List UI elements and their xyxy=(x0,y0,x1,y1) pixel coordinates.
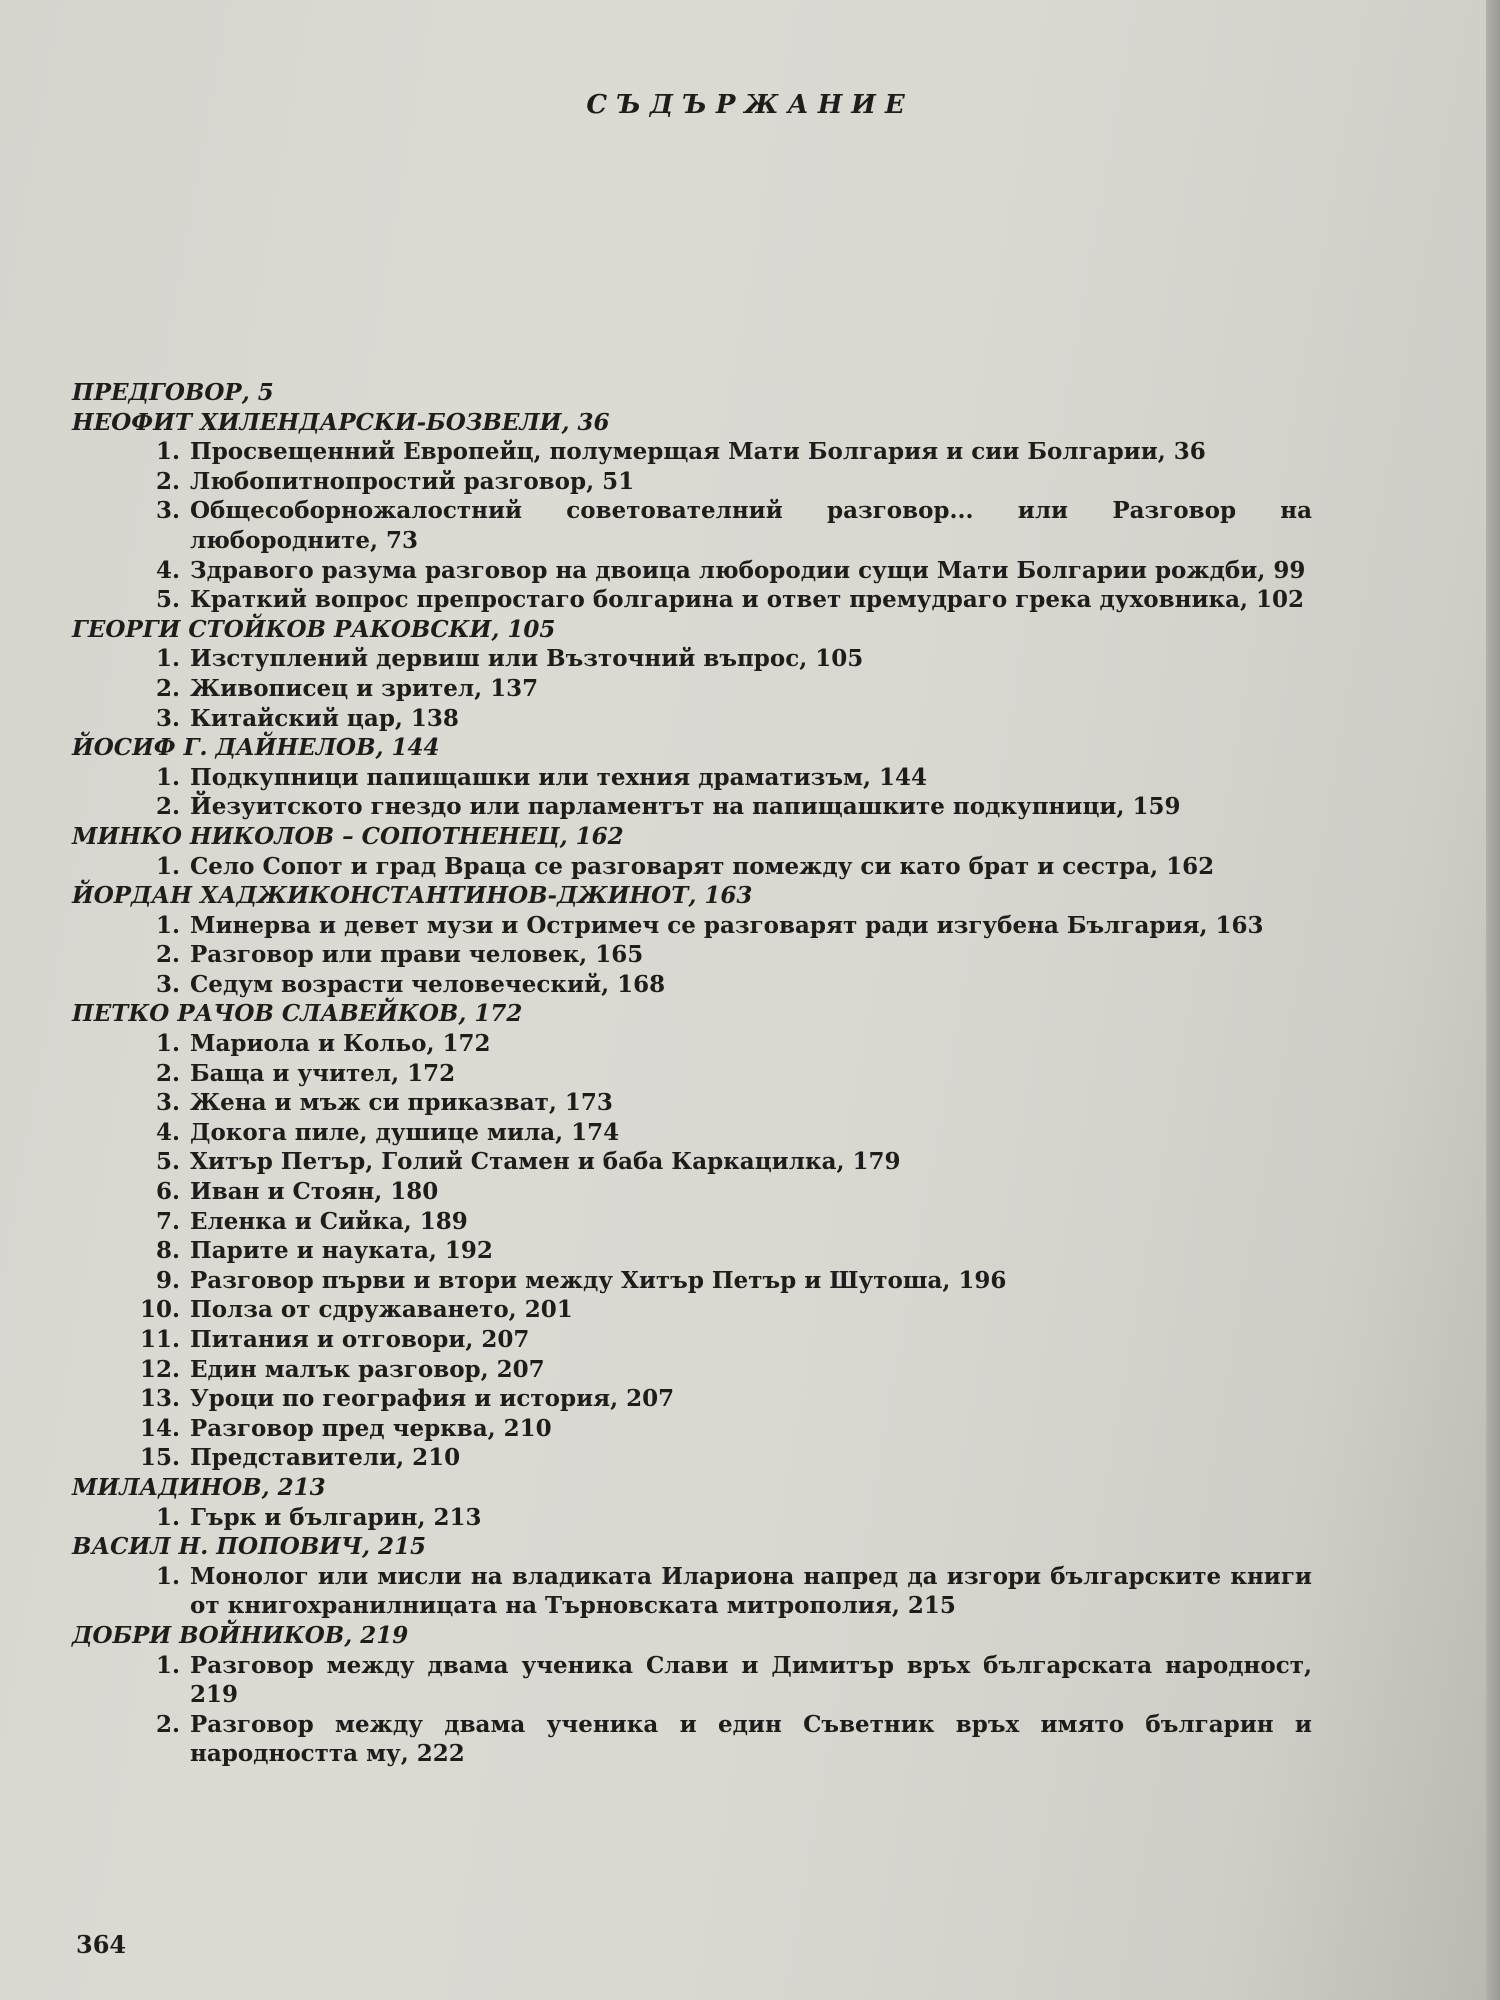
toc-entry-title: Жена и мъж си приказват, 173 xyxy=(190,1089,613,1117)
toc-entry-number: 1. xyxy=(155,1562,180,1590)
toc-entry-title: Гърк и българин, 213 xyxy=(190,1503,482,1531)
toc-entry-title: Разговор първи и втори между Хитър Петър и Шутоша, 196 xyxy=(190,1266,1007,1294)
toc-entry-number: 1. xyxy=(155,763,180,791)
toc-entry-number: 2. xyxy=(155,1059,180,1087)
toc-entry-number: 7. xyxy=(155,1207,180,1235)
toc-author-heading: ГЕОРГИ СТОЙКОВ РАКОВСКИ, 105 xyxy=(72,615,556,643)
toc-entry-number: 2. xyxy=(155,1710,180,1738)
toc-entry-title: Краткий вопрос препростаго болгарина и ответ премудраго грека духовника, 102 xyxy=(190,586,1305,614)
toc-entry-title: Подкупници папищашки или техния драматизъм, 144 xyxy=(190,763,927,791)
toc-entry xyxy=(134,437,1312,467)
toc-entry xyxy=(134,763,1312,793)
toc-entry-title: Разговор между двама ученика и един Съветник връх имято българин и народността му, 222 xyxy=(190,1710,1312,1768)
toc-entry-number: 2. xyxy=(155,793,180,821)
toc-author-heading: МИНКО НИКОЛОВ – СОПОТНЕНЕЦ, 162 xyxy=(72,822,624,850)
toc-entry-title: Йезуитското гнездо или парламентът на папищашките подкупници, 159 xyxy=(190,793,1181,821)
toc-entry xyxy=(134,1029,1312,1059)
toc-entry-title: Общесоборножалостний советователний разговор... или Разговор на любородните, 73 xyxy=(190,497,1312,554)
toc-entry-number: 1. xyxy=(155,438,180,466)
toc-entry xyxy=(134,496,1312,555)
toc-entry-title: Просвещенний Европейц, полумерщая Мати Болгария и сии Болгарии, 36 xyxy=(190,438,1206,466)
toc-entry xyxy=(134,704,1312,734)
toc-entry-number: 1. xyxy=(155,1030,180,1058)
toc-entry-title: Седум возрасти человеческий, 168 xyxy=(190,970,666,998)
toc-entry-number: 13. xyxy=(139,1385,180,1413)
toc-entry xyxy=(134,940,1312,970)
toc-entry-title: Докога пиле, душице мила, 174 xyxy=(190,1118,620,1146)
toc-entry-title: Разговор пред черква, 210 xyxy=(190,1414,552,1442)
toc-entry xyxy=(134,1355,1312,1385)
toc-entry-title: Китайский цар, 138 xyxy=(190,704,459,732)
toc-entry-number: 2. xyxy=(155,941,180,969)
toc-entry-number: 10. xyxy=(139,1296,180,1324)
toc-entry-title: Любопитнопростий разговор, 51 xyxy=(190,467,635,495)
toc-entry xyxy=(134,1236,1312,1266)
toc-entry-title: Полза от сдружаването, 201 xyxy=(190,1296,573,1324)
toc-entry-number: 14. xyxy=(139,1414,180,1442)
toc-entry xyxy=(134,792,1312,822)
toc-entry-title: Здравого разума разговор на двоица любородии сущи Мати Болгарии рождби, 99 xyxy=(190,556,1306,584)
toc-entry-number: 4. xyxy=(155,556,180,584)
toc-entry xyxy=(134,852,1312,882)
toc-entry xyxy=(134,1414,1312,1444)
toc-entry xyxy=(134,1177,1312,1207)
toc-author-heading: ВАСИЛ Н. ПОПОВИЧ, 215 xyxy=(72,1533,427,1561)
toc-entry xyxy=(134,1651,1312,1710)
toc-entry xyxy=(134,911,1312,941)
toc-entry-number: 1. xyxy=(155,852,180,880)
toc-entry xyxy=(134,1710,1312,1769)
table-of-contents xyxy=(72,378,1312,1769)
toc-author-heading: НЕОФИТ ХИЛЕНДАРСКИ-БОЗВЕЛИ, 36 xyxy=(72,408,610,436)
toc-entry xyxy=(134,1147,1312,1177)
toc-entry xyxy=(134,1443,1312,1473)
toc-entry-title: Питания и отговори, 207 xyxy=(190,1326,530,1353)
toc-author-heading: ЙОРДАН ХАДЖИКОНСТАНТИНОВ-ДЖИНОТ, 163 xyxy=(72,882,753,910)
toc-author-heading: ПЕТКО РАЧОВ СЛАВЕЙКОВ, 172 xyxy=(72,1000,523,1028)
toc-entry xyxy=(134,1503,1312,1533)
toc-entry-number: 1. xyxy=(155,911,180,939)
toc-author-heading: ПРЕДГОВОР, 5 xyxy=(72,379,274,406)
toc-entry-number: 11. xyxy=(139,1326,180,1353)
toc-entry-number: 1. xyxy=(155,1651,180,1679)
toc-entry-number: 5. xyxy=(155,1148,180,1176)
toc-entry-title: Един малък разговор, 207 xyxy=(190,1355,545,1383)
toc-entry-title: Уроци по география и история, 207 xyxy=(190,1385,675,1413)
toc-entry-number: 5. xyxy=(155,586,180,614)
toc-entry-number: 12. xyxy=(139,1355,180,1383)
page-number: 364 xyxy=(76,1930,127,1959)
toc-entry-number: 3. xyxy=(155,497,180,525)
toc-entry-number: 1. xyxy=(155,645,180,673)
toc-entry xyxy=(134,1207,1312,1237)
toc-entry-title: Село Сопот и град Враца се разговарят помежду си като брат и сестра, 162 xyxy=(190,852,1215,880)
toc-entry-title: Парите и науката, 192 xyxy=(190,1237,493,1265)
page-edge-shadow xyxy=(1486,0,1500,2000)
toc-entry-title: Изступлений дервиш или Възточний въпрос, 105 xyxy=(190,645,864,673)
toc-entry-title: Минерва и девет музи и Остримеч се разговарят ради изгубена България, 163 xyxy=(190,911,1264,939)
toc-entry-title: Разговор или прави человек, 165 xyxy=(190,941,644,969)
toc-entry xyxy=(134,1266,1312,1296)
page-heading: СЪДЪРЖАНИЕ xyxy=(586,90,914,120)
toc-entry xyxy=(134,1118,1312,1148)
toc-entry-number: 4. xyxy=(155,1118,180,1146)
toc-entry-number: 3. xyxy=(155,970,180,998)
toc-entry-number: 6. xyxy=(155,1178,180,1206)
toc-author-heading: ДОБРИ ВОЙНИКОВ, 219 xyxy=(72,1621,409,1649)
toc-entry-title: Живописец и зрител, 137 xyxy=(190,674,539,702)
toc-entry xyxy=(134,674,1312,704)
toc-entry-number: 3. xyxy=(155,1089,180,1117)
toc-entry-title: Иван и Стоян, 180 xyxy=(190,1178,439,1206)
toc-entry-title: Баща и учител, 172 xyxy=(190,1059,456,1087)
toc-entry xyxy=(134,1088,1312,1118)
toc-entry xyxy=(134,644,1312,674)
toc-entry-number: 1. xyxy=(155,1503,180,1531)
toc-entry-number: 2. xyxy=(155,467,180,495)
toc-entry xyxy=(134,556,1312,586)
toc-entry xyxy=(134,1325,1312,1355)
toc-entry-number: 2. xyxy=(155,674,180,702)
toc-entry xyxy=(134,467,1312,497)
toc-author-heading: МИЛАДИНОВ, 213 xyxy=(72,1473,326,1501)
toc-entry xyxy=(134,585,1312,615)
toc-entry xyxy=(134,1384,1312,1414)
toc-entry xyxy=(134,1059,1312,1089)
toc-entry xyxy=(134,1295,1312,1325)
toc-entry-title: Еленка и Сийка, 189 xyxy=(190,1207,468,1235)
toc-entry-number: 8. xyxy=(155,1237,180,1265)
toc-entry-title: Монолог или мисли на владиката Илариона напред да изгори българските книги от книгохранилницата на Търновската митрополия, 215 xyxy=(190,1562,1312,1620)
toc-entry-number: 15. xyxy=(139,1444,180,1472)
toc-entry-title: Хитър Петър, Голий Стамен и баба Каркацилка, 179 xyxy=(190,1148,901,1176)
toc-entry-title: Представители, 210 xyxy=(190,1444,461,1472)
toc-entry-title: Разговор между двама ученика Слави и Димитър връх българската народност, 219 xyxy=(190,1651,1312,1709)
toc-entry xyxy=(134,970,1312,1000)
toc-entry-number: 9. xyxy=(155,1266,180,1294)
toc-author-heading: ЙОСИФ Г. ДАЙНЕЛОВ, 144 xyxy=(72,734,440,762)
toc-entry-number: 3. xyxy=(155,704,180,732)
toc-entry-title: Мариола и Кольо, 172 xyxy=(190,1030,491,1058)
toc-entry xyxy=(134,1562,1312,1621)
